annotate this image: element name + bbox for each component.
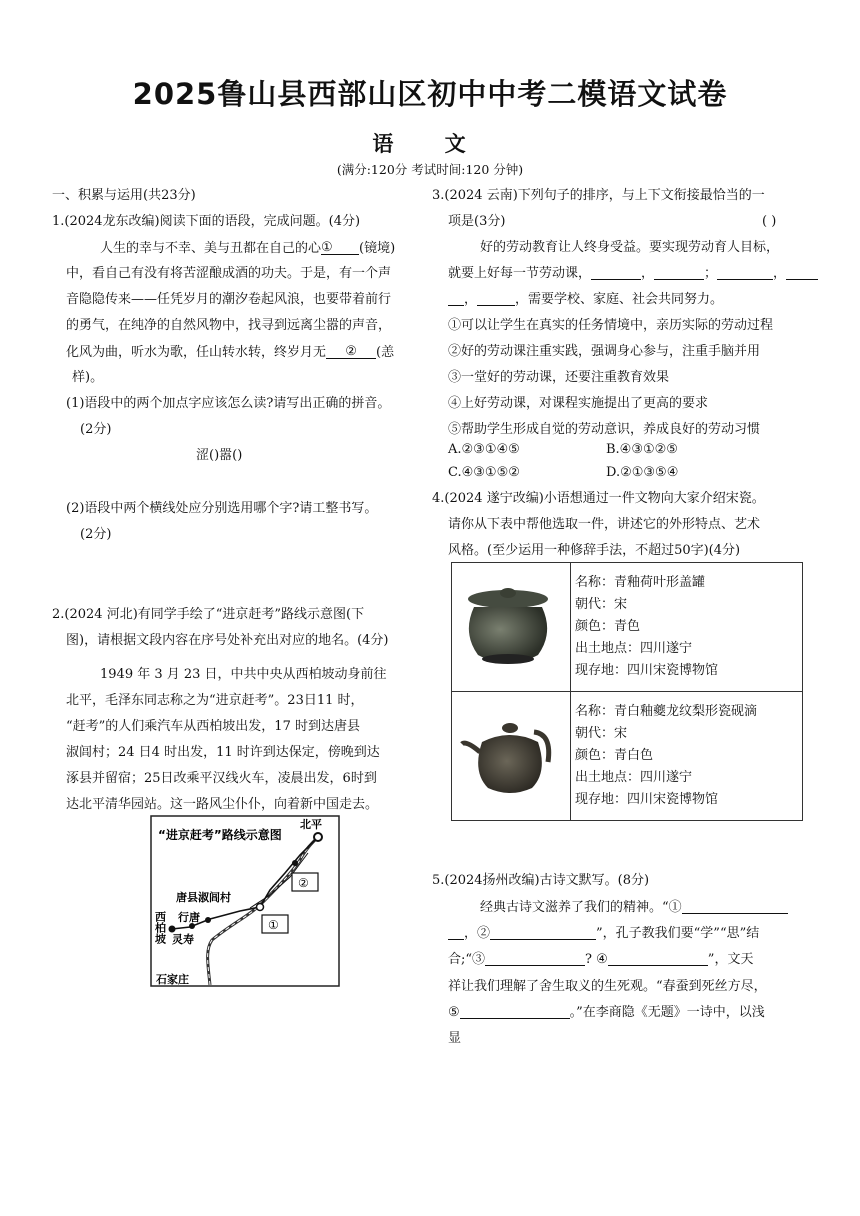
relic-info bbox=[571, 692, 803, 821]
relic-place: 出土地点：四川遂宁 bbox=[575, 770, 693, 785]
relic-museum: 现存地：四川宋瓷博物馆 bbox=[575, 663, 719, 678]
q5-line bbox=[448, 953, 753, 966]
q2-passage: 涿县并留宿；25日改乘平汉线火车，凌晨出发，6时到 bbox=[66, 771, 377, 786]
q1-blank-1[interactable] bbox=[321, 241, 359, 255]
q5-line: 显 bbox=[448, 1031, 462, 1046]
relic-museum: 现存地：四川宋瓷博物馆 bbox=[575, 792, 719, 807]
label-xingtang: 行唐 bbox=[178, 911, 200, 924]
q3-blank[interactable] bbox=[786, 279, 818, 280]
relic-color: 颜色：青白色 bbox=[575, 748, 654, 763]
relic-row bbox=[452, 692, 803, 821]
q5-text: ? ④ bbox=[585, 952, 608, 967]
relic-image-cell bbox=[452, 563, 571, 692]
q3-choice-b[interactable]: B.④③①②⑤ bbox=[606, 442, 678, 457]
jar-knob bbox=[500, 588, 516, 598]
relic-image-cell bbox=[452, 692, 571, 821]
pot-body bbox=[478, 735, 542, 793]
exam-meta: (满分:120分 考试时间:120 分钟) bbox=[336, 162, 524, 177]
q5-line: 祥让我们理解了舍生取义的生死观。“春蚕到死丝方尽， bbox=[448, 979, 767, 994]
q3-text: ，需要学校、家庭、社会共同努力。 bbox=[515, 292, 724, 307]
lingshou-point bbox=[205, 917, 211, 923]
q5-blank-5[interactable] bbox=[460, 1018, 570, 1019]
q1-stem: 1.(2024龙东改编)阅读下面的语段，完成问题。(4分) bbox=[52, 214, 361, 229]
beiping-point bbox=[314, 833, 322, 841]
pot-lid bbox=[502, 723, 518, 733]
relic-name: 名称：青釉荷叶形盖罐 bbox=[575, 575, 706, 590]
q5-text: 。”在李商隐《无题》一诗中，以浅 bbox=[569, 1005, 765, 1020]
q2-stem: 图)，请根据文段内容在序号处补充出对应的地名。(4分) bbox=[66, 633, 389, 648]
q3-option: ①可以让学生在真实的任务情境中，亲历实际的劳动过程 bbox=[448, 318, 774, 333]
q2-passage: 达北平清华园站。这一路风尘仆仆，向着新中国走去。 bbox=[66, 797, 379, 812]
q3-passage: ， ，需要学校、家庭、社会共同努力。 bbox=[448, 293, 723, 306]
q1-sub1-score: (2分) bbox=[80, 422, 112, 437]
q1-sub2: (2)语段中两个横线处应分别选用哪个字?请工整书写。 bbox=[66, 501, 378, 516]
q5-blank-4[interactable] bbox=[608, 965, 708, 966]
jar-image bbox=[452, 563, 570, 687]
box-2-label: ② bbox=[298, 876, 309, 890]
relic-row bbox=[452, 563, 803, 692]
q1-line: 中，看自己有没有将苦涩酿成酒的功夫。于是，有一个声 bbox=[66, 266, 392, 281]
q2-stem: 2.(2024 河北)有同学手绘了“进京赶考”路线示意图(下 bbox=[52, 607, 365, 622]
q3-passage: 好的劳动教育让人终身受益。要实现劳动育人目标， bbox=[480, 240, 780, 255]
q3-blank[interactable] bbox=[477, 305, 515, 306]
point-2 bbox=[292, 860, 298, 866]
q3-passage: 就要上好每一节劳动课， ， ； ， bbox=[448, 267, 818, 280]
jar-base bbox=[482, 654, 534, 664]
q1-text: 人生的幸与不幸、美与丑都在自己的心 bbox=[100, 241, 322, 256]
q3-stem: 项是(3分) bbox=[448, 214, 506, 229]
q3-text: 就要上好每一节劳动课， bbox=[448, 266, 592, 281]
q4-stem: 风格。(至少运用一种修辞手法，不超过50字)(4分) bbox=[448, 543, 741, 558]
q3-choice-c[interactable]: C.④③①⑤② bbox=[448, 465, 520, 480]
q2-passage: 北平，毛泽东同志称之为“进京赶考”。23日11 时， bbox=[66, 693, 364, 708]
q5-line bbox=[448, 1006, 765, 1019]
q1-text: (镜境) bbox=[359, 241, 396, 256]
q5-text: ”，孔子教我们要“学”“思”结 bbox=[596, 926, 760, 941]
point-1 bbox=[257, 904, 264, 911]
q2-passage: 1949 年 3 月 23 日，中共中央从西柏坡动身前往 bbox=[100, 667, 387, 682]
route-map bbox=[150, 815, 340, 987]
q1-sub1-items[interactable]: 涩()嚣() bbox=[196, 448, 243, 463]
label-lingshou: 灵寿 bbox=[172, 933, 194, 946]
exam-title: 2025鲁山县西部山区初中中考二模语文试卷 bbox=[132, 77, 728, 111]
q3-answer-paren[interactable]: ( ) bbox=[762, 214, 777, 229]
q5-text: ”，文天 bbox=[707, 952, 754, 967]
xibaipo-point bbox=[169, 926, 176, 933]
q5-blank-2[interactable] bbox=[490, 939, 596, 940]
q5-line bbox=[448, 927, 759, 940]
relic-table bbox=[451, 562, 803, 821]
q3-choice-d[interactable]: D.②①③⑤④ bbox=[606, 465, 679, 480]
q1-text: (恙 bbox=[376, 345, 395, 360]
q3-choice-a[interactable]: A.②③①④⑤ bbox=[448, 442, 520, 457]
q5-blank-1b[interactable] bbox=[448, 939, 464, 940]
map-title: “进京赶考”路线示意图 bbox=[158, 828, 282, 842]
q5-blank-1[interactable] bbox=[682, 913, 788, 914]
relic-place: 出土地点：四川遂宁 bbox=[575, 641, 693, 656]
subject-heading: 语 文 bbox=[372, 131, 488, 156]
q1-line: 音隐隐传来——任凭岁月的潮汐卷起风浪，也要带着前行 bbox=[66, 292, 392, 307]
relic-info bbox=[571, 563, 803, 692]
q5-text: ⑤ bbox=[448, 1005, 460, 1020]
q3-stem: 3.(2024 云南)下列句子的排序，与上下文衔接最恰当的一 bbox=[432, 188, 765, 203]
q1-sub1: (1)语段中的两个加点字应该怎么读?请写出正确的拼音。 bbox=[66, 396, 391, 411]
q1-line bbox=[100, 241, 395, 255]
q5-stem: 5.(2024扬州改编)古诗文默写。(8分) bbox=[432, 873, 650, 888]
relic-name: 名称：青白釉夔龙纹梨形瓷砚滴 bbox=[575, 704, 758, 719]
relic-dynasty: 朝代：宋 bbox=[575, 597, 628, 612]
label-xibaipo: 西柏坡 bbox=[153, 911, 167, 944]
section-heading: 一、积累与运用(共23分) bbox=[52, 188, 196, 203]
q1-line bbox=[66, 345, 394, 359]
q3-option: ④上好劳动课，对课程实施提出了更高的要求 bbox=[448, 396, 709, 411]
q1-text: 化风为曲，听水为歌，任山转水转，终岁月无 bbox=[66, 345, 327, 360]
box-1-label: ① bbox=[268, 918, 279, 932]
pot-image bbox=[452, 692, 570, 816]
q1-line: 的勇气，在纯净的自然风物中，找寻到远离尘嚣的声音， bbox=[66, 318, 392, 333]
q4-stem: 4.(2024 遂宁改编)小语想通过一件文物向大家介绍宋瓷。 bbox=[432, 491, 765, 506]
relic-color: 颜色：青色 bbox=[575, 619, 641, 634]
q2-passage: 淑闾村；24 日4 时出发，11 时许到达保定，傍晚到达 bbox=[66, 745, 380, 760]
relic-dynasty: 朝代：宋 bbox=[575, 726, 628, 741]
label-tangxian: 唐县淑闾村 bbox=[176, 891, 231, 904]
blank-number: ① bbox=[321, 240, 333, 255]
label-shijiazhuang: 石家庄 bbox=[156, 973, 189, 986]
q5-line bbox=[480, 901, 788, 914]
q3-blank[interactable] bbox=[448, 305, 464, 306]
q3-blank[interactable] bbox=[654, 279, 704, 280]
q5-blank-3[interactable] bbox=[485, 965, 585, 966]
pot-spout bbox=[462, 743, 480, 752]
q5-text: 合;“③ bbox=[448, 952, 486, 967]
q3-option: ③一堂好的劳动课，还要注重教育效果 bbox=[448, 370, 670, 385]
q3-option: ⑤帮助学生形成自觉的劳动意识，养成良好的劳动习惯 bbox=[448, 422, 761, 437]
q1-sub2-score: (2分) bbox=[80, 527, 112, 542]
q5-text: ，② bbox=[464, 926, 491, 941]
blank-number: ② bbox=[345, 344, 357, 359]
q1-blank-2[interactable] bbox=[326, 345, 376, 359]
q3-blank[interactable] bbox=[591, 279, 641, 280]
q3-blank[interactable] bbox=[717, 279, 773, 280]
q4-stem: 请你从下表中帮他选取一件，讲述它的外形特点、艺术 bbox=[448, 517, 761, 532]
q2-passage: “赶考”的人们乘汽车从西柏坡出发，17 时到达唐县 bbox=[66, 719, 360, 734]
q3-option: ②好的劳动课注重实践，强调身心参与，注重手脑并用 bbox=[448, 344, 761, 359]
label-beiping: 北平 bbox=[300, 818, 322, 831]
q5-text: 经典古诗文滋养了我们的精神。“① bbox=[480, 900, 682, 915]
q1-line: 样)。 bbox=[72, 370, 104, 385]
